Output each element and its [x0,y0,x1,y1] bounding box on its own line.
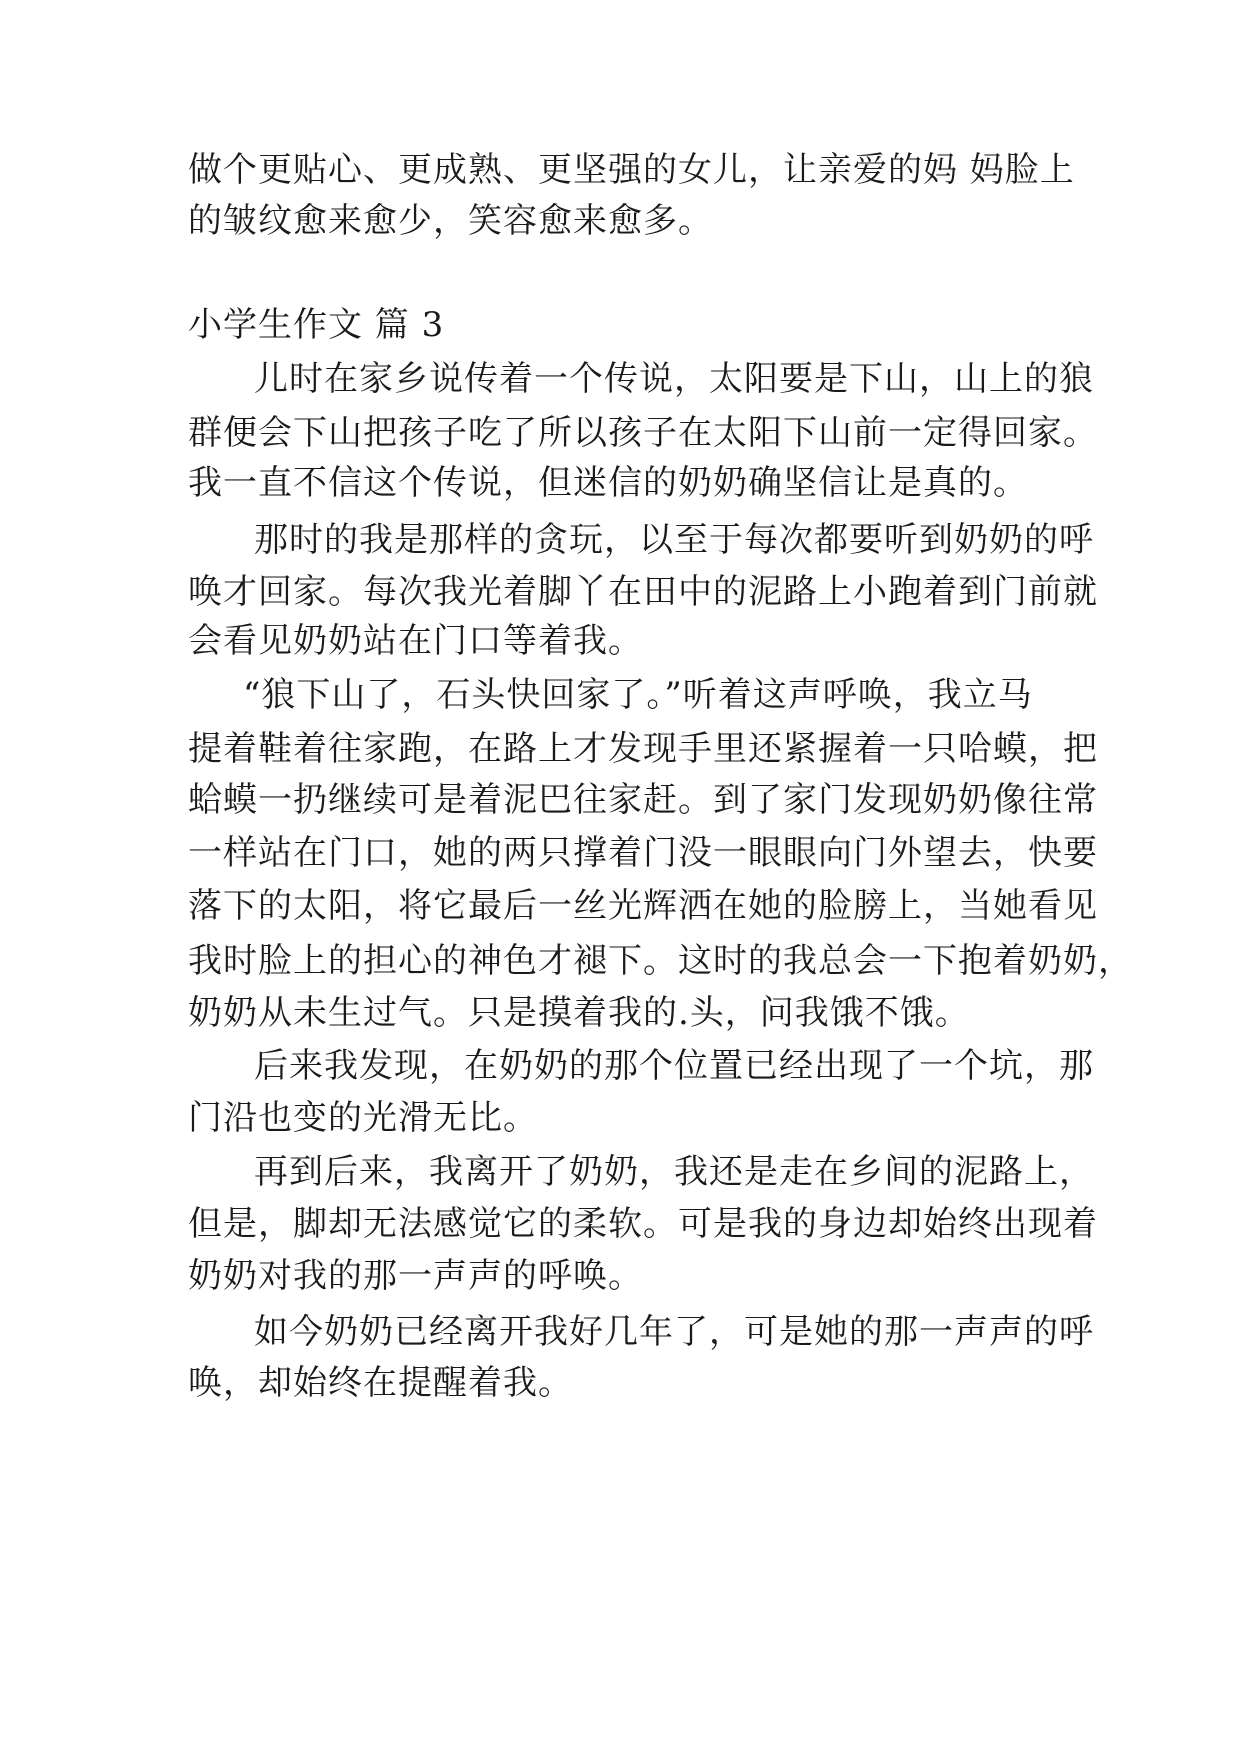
paragraph-line: 奶奶从未生过气。只是摸着我的.头，问我饿不饿。 [188,993,970,1033]
paragraph-line: 提着鞋着往家跑，在路上才发现手里还紧握着一只哈蟆，把 [188,729,1098,769]
paragraph-line: 落下的太阳，将它最后一丝光辉洒在她的脸膀上，当她看见 [188,886,1098,926]
paragraph-line: 我时脸上的担心的神色才褪下。这时的我总会一下抱着奶奶， [188,941,1133,981]
paragraph-line: 那时的我是那样的贪玩，以至于每次都要听到奶奶的呼 [254,520,1094,560]
paragraph-line: 再到后来，我离开了奶奶，我还是走在乡间的泥路上， [254,1152,1094,1192]
intro-line: 的皱纹愈来愈少，笑容愈来愈多。 [188,201,713,241]
paragraph-line: 后来我发现，在奶奶的那个位置已经出现了一个坑，那 [254,1046,1094,1086]
paragraph-line: “狼下山了，石头快回家了。”听着这声呼唤，我立马 [243,675,1033,715]
section-title: 小学生作文 篇 3 [188,305,445,345]
paragraph-line: 儿时在家乡说传着一个传说，太阳要是下山，山上的狼 [254,359,1094,399]
paragraph-line: 但是，脚却无法感觉它的柔软。可是我的身边却始终出现着 [188,1204,1098,1244]
paragraph-line: 唤才回家。每次我光着脚丫在田中的泥路上小跑着到门前就 [188,572,1098,612]
paragraph-line: 蛤蟆一扔继续可是着泥巴往家赶。到了家门发现奶奶像往常 [188,780,1098,820]
paragraph-line: 唤，却始终在提醒着我。 [188,1363,573,1403]
paragraph-line: 奶奶对我的那一声声的呼唤。 [188,1256,643,1296]
paragraph-line: 门沿也变的光滑无比。 [188,1098,538,1138]
paragraph-line: 一样站在门口，她的两只撑着门没一眼眼向门外望去，快要 [188,833,1098,873]
paragraph-line: 群便会下山把孩子吃了所以孩子在太阳下山前一定得回家。 [188,413,1098,453]
paragraph-line: 我一直不信这个传说，但迷信的奶奶确坚信让是真的。 [188,463,1028,503]
paragraph-line: 如今奶奶已经离开我好几年了，可是她的那一声声的呼 [254,1312,1094,1352]
intro-line: 做个更贴心、更成熟、更坚强的女儿，让亲爱的妈 妈脸上 [188,150,1075,190]
paragraph-line: 会看见奶奶站在门口等着我。 [188,621,643,661]
